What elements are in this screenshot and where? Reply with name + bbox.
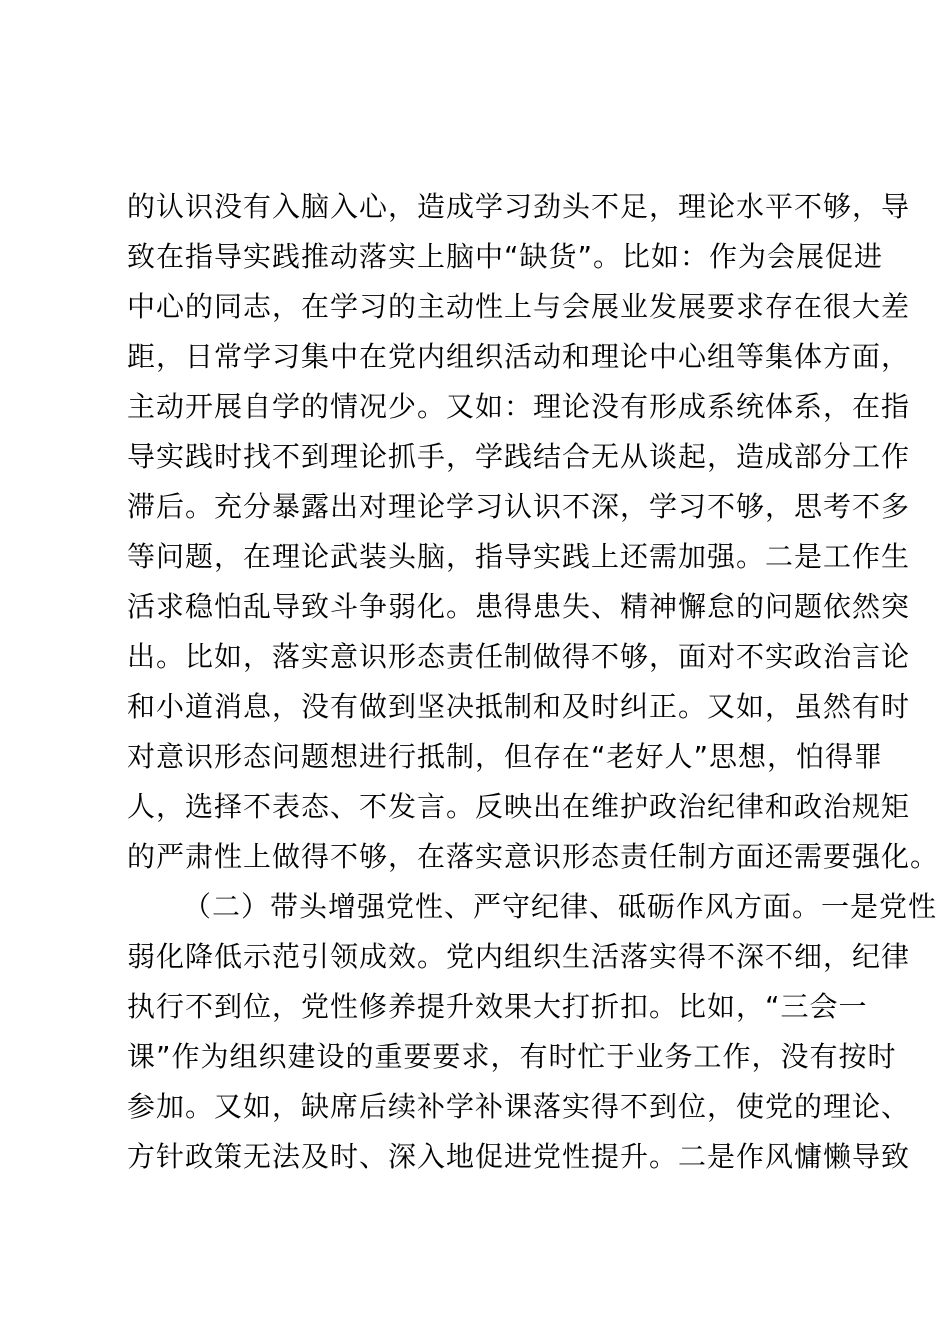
text-line: 导实践时找不到理论抓手，学践结合无从谈起，造成部分工作: [127, 440, 911, 473]
text-line: 主动开展自学的情况少。又如：理论没有形成系统体系，在指: [127, 390, 911, 423]
section-heading-line: （二）带头增强党性、严守纪律、砥砺作风方面。一是党性: [183, 890, 938, 923]
text-line: 的严肃性上做得不够，在落实意识形态责任制方面还需要强化。: [127, 840, 940, 873]
text-line: 课”作为组织建设的重要要求，有时忙于业务工作，没有按时: [127, 1040, 897, 1073]
text-line: 方针政策无法及时、深入地促进党性提升。二是作风慵懒导致: [127, 1140, 911, 1173]
body-text: [127, 182, 940, 1182]
text-line: 中心的同志，在学习的主动性上与会展业发展要求存在很大差: [127, 290, 911, 323]
text-line: 参加。又如，缺席后续补学补课落实得不到位，使党的理论、: [127, 1090, 911, 1123]
text-line: 距，日常学习集中在党内组织活动和理论中心组等集体方面，: [127, 340, 911, 373]
text-line: 对意识形态问题想进行抵制，但存在“老好人”思想，怕得罪: [127, 740, 884, 773]
text-line: 滞后。充分暴露出对理论学习认识不深，学习不够，思考不多: [127, 490, 911, 523]
text-line: 出。比如，落实意识形态责任制做得不够，面对不实政治言论: [127, 640, 911, 673]
text-line: 人，选择不表态、不发言。反映出在维护政治纪律和政治规矩: [127, 790, 911, 823]
text-line: 致在指导实践推动落实上脑中“缺货”。比如：作为会展促进: [127, 240, 884, 273]
text-line: 等问题，在理论武装头脑，指导实践上还需加强。二是工作生: [127, 540, 911, 573]
text-line: 活求稳怕乱导致斗争弱化。患得患失、精神懈怠的问题依然突: [127, 590, 911, 623]
text-line: 弱化降低示范引领成效。党内组织生活落实得不深不细，纪律: [127, 940, 911, 973]
text-line: 和小道消息，没有做到坚决抵制和及时纠正。又如，虽然有时: [127, 690, 911, 723]
text-line: 执行不到位，党性修养提升效果大打折扣。比如，“三会一: [127, 990, 868, 1023]
text-line: 的认识没有入脑入心，造成学习劲头不足，理论水平不够，导: [127, 190, 911, 223]
